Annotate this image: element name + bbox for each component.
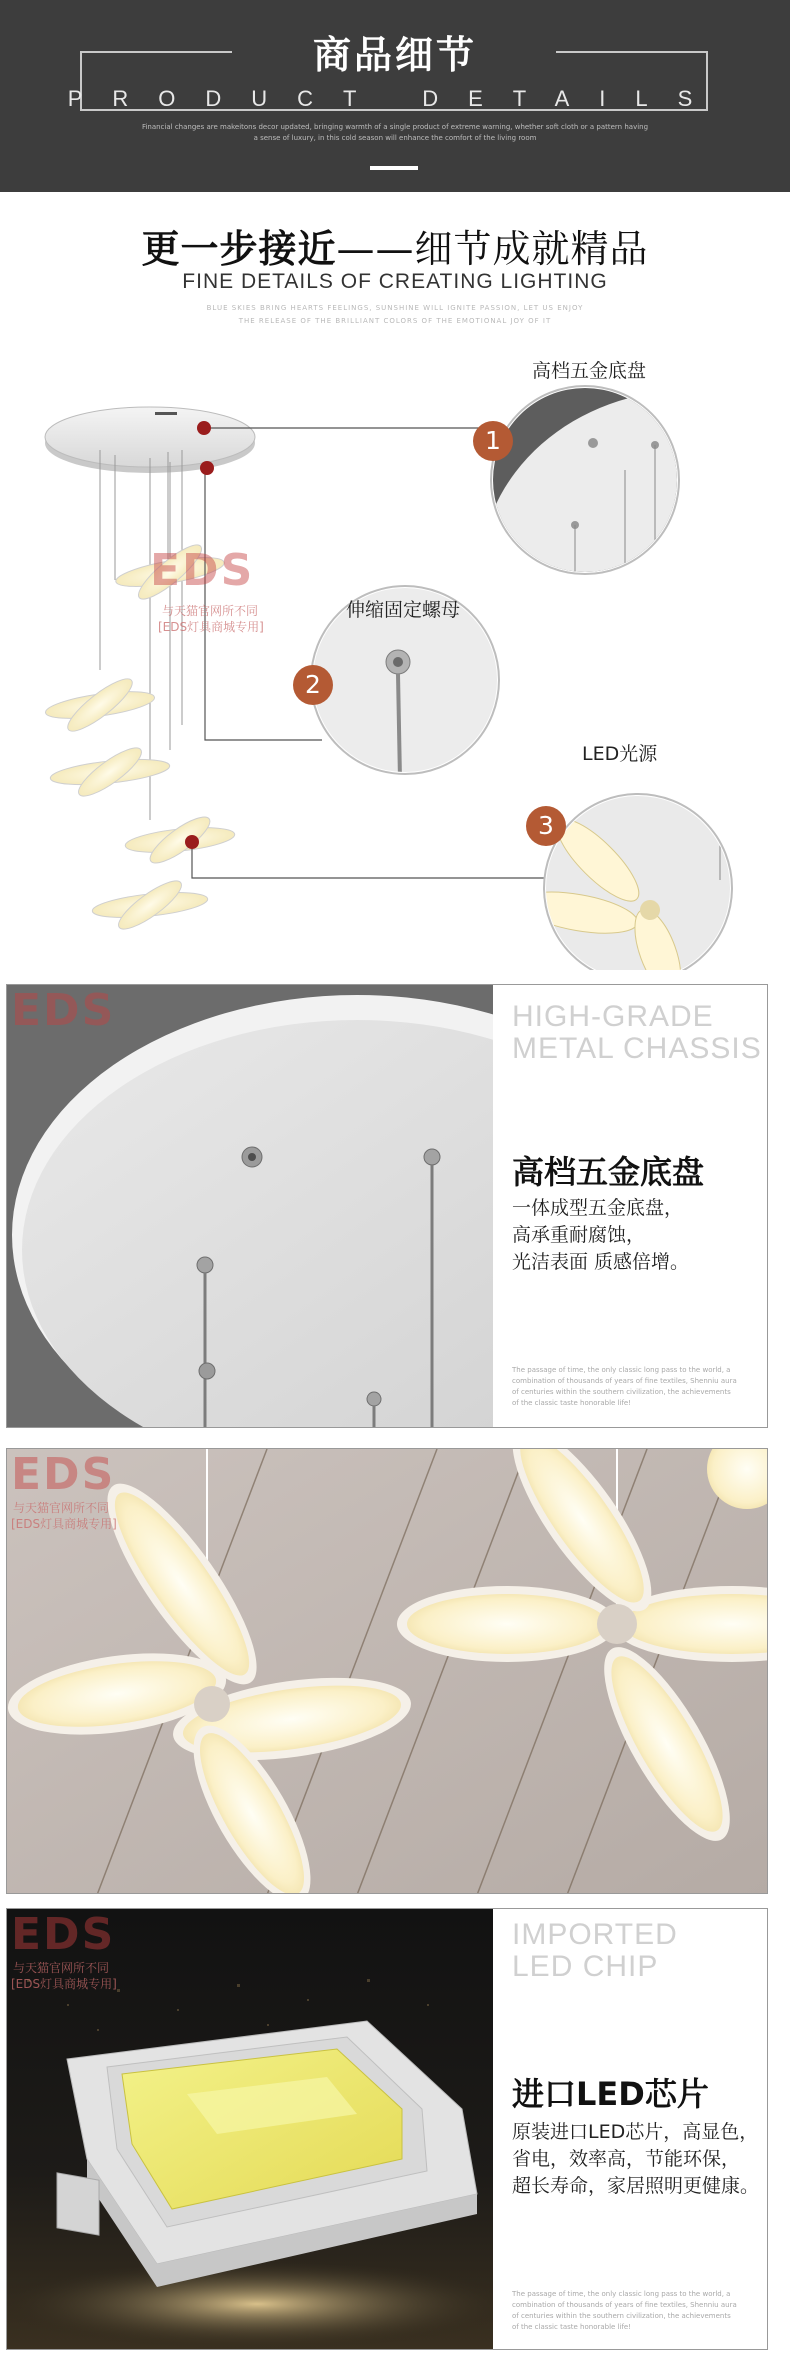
intro-fine-line: THE RELEASE OF THE BRILLIANT COLORS OF THE EMOTIONAL JOY OF IT xyxy=(238,317,552,325)
intro-title-bold: 更一步接近 xyxy=(141,227,337,271)
header-title: 商品细节 xyxy=(312,33,477,77)
chip-fine-text: The passage of time, the only classic long pass to the world, a combination of thousands of years of fine textiles, Shenniu aura of centuries within the southern civilization, the achievements of the classic taste honorable life! xyxy=(512,2290,737,2331)
chassis-en-title xyxy=(512,1001,762,1065)
chassis-section xyxy=(6,984,768,1428)
chassis-photo xyxy=(7,985,493,1428)
watermark-logo: EDS xyxy=(11,985,116,1036)
chassis-photo-svg xyxy=(7,985,493,1428)
chip-desc-line: 超长寿命，家居照明更健康。 xyxy=(512,2175,760,2197)
watermark-logo: EDS xyxy=(150,545,255,596)
header-fine-text: Financial changes are makeitons decor updated, bringing warmth of a single product of extreme warning, whether soft cloth or a pattern having a sense of luxury, in this cold season will enhance the comfort of the living room xyxy=(141,123,649,142)
chip-desc-line: 原装进口LED芯片，高显色， xyxy=(512,2121,759,2143)
chip-en-line: IMPORTED xyxy=(512,1918,678,1951)
chassis-cn-title: 高档五金底盘 xyxy=(512,1153,705,1191)
petal-photo-svg xyxy=(7,1449,768,1894)
intro-title-rest: ——细节成就精品 xyxy=(336,227,649,271)
callout-number-3: 3 xyxy=(526,806,566,846)
intro-subtitle: FINE DETAILS OF CREATING LIGHTING xyxy=(182,270,608,293)
lamp-diagram-svg xyxy=(0,340,790,970)
chip-en-title xyxy=(512,1919,678,1983)
chassis-fine-text: The passage of time, the only classic long pass to the world, a combination of thousands of years of fine textiles, Shenniu aura of centuries within the southern civilization, the achievements of the classic taste honorable life! xyxy=(512,1366,737,1407)
chip-photo xyxy=(7,1909,493,2350)
detail-circle-chassis xyxy=(480,385,790,760)
header-subtitle: PRODUCT DETAILS xyxy=(67,86,723,111)
chassis-desc-line: 光洁表面 质感倍增。 xyxy=(512,1251,690,1273)
callout-dots xyxy=(185,421,214,849)
product-diagram xyxy=(0,340,790,970)
watermark-text: 与天猫官网所不同 xyxy=(162,604,259,618)
watermark-text: 与天猫官网所不同 xyxy=(13,1501,110,1515)
callout-label-led: LED光源 xyxy=(582,743,658,765)
chip-section xyxy=(6,1908,768,2350)
petal-photo-section xyxy=(6,1448,768,1894)
intro-fine-text xyxy=(200,302,590,328)
chassis-en-line: METAL CHASSIS xyxy=(512,1032,762,1065)
chip-desc-line: 省电，效率高，节能环保， xyxy=(512,2148,741,2170)
callout-label-chassis: 高档五金底盘 xyxy=(532,360,647,382)
watermark-text: [EDS灯具商城专用] xyxy=(158,620,264,634)
callout-label-nut: 伸缩固定螺母 xyxy=(346,599,461,621)
watermark-text: 与天猫官网所不同 xyxy=(13,1961,110,1975)
callout-number-1: 1 xyxy=(473,421,513,461)
chassis-desc-line: 高承重耐腐蚀， xyxy=(512,1224,646,1246)
header-underline xyxy=(370,166,418,170)
chassis-description xyxy=(512,1195,689,1276)
callout-number-2: 2 xyxy=(293,665,333,705)
watermark-text: [EDS灯具商城专用] xyxy=(11,1517,117,1531)
chip-en-line: LED CHIP xyxy=(512,1950,659,1983)
watermark-logo: EDS xyxy=(11,1909,116,1960)
intro-fine-line: BLUE SKIES BRING HEARTS FEELINGS, SUNSHINE WILL IGNITE PASSION, LET US ENJOY xyxy=(206,304,584,312)
watermark-logo: EDS xyxy=(11,1449,116,1500)
chassis-en-line: HIGH-GRADE xyxy=(512,1000,714,1033)
chip-cn-title: 进口LED芯片 xyxy=(512,2075,709,2113)
chip-description xyxy=(512,2119,759,2200)
intro-title xyxy=(0,218,790,273)
watermark-text: [EDS灯具商城专用] xyxy=(11,1977,117,1991)
chassis-desc-line: 一体成型五金底盘， xyxy=(512,1197,684,1219)
